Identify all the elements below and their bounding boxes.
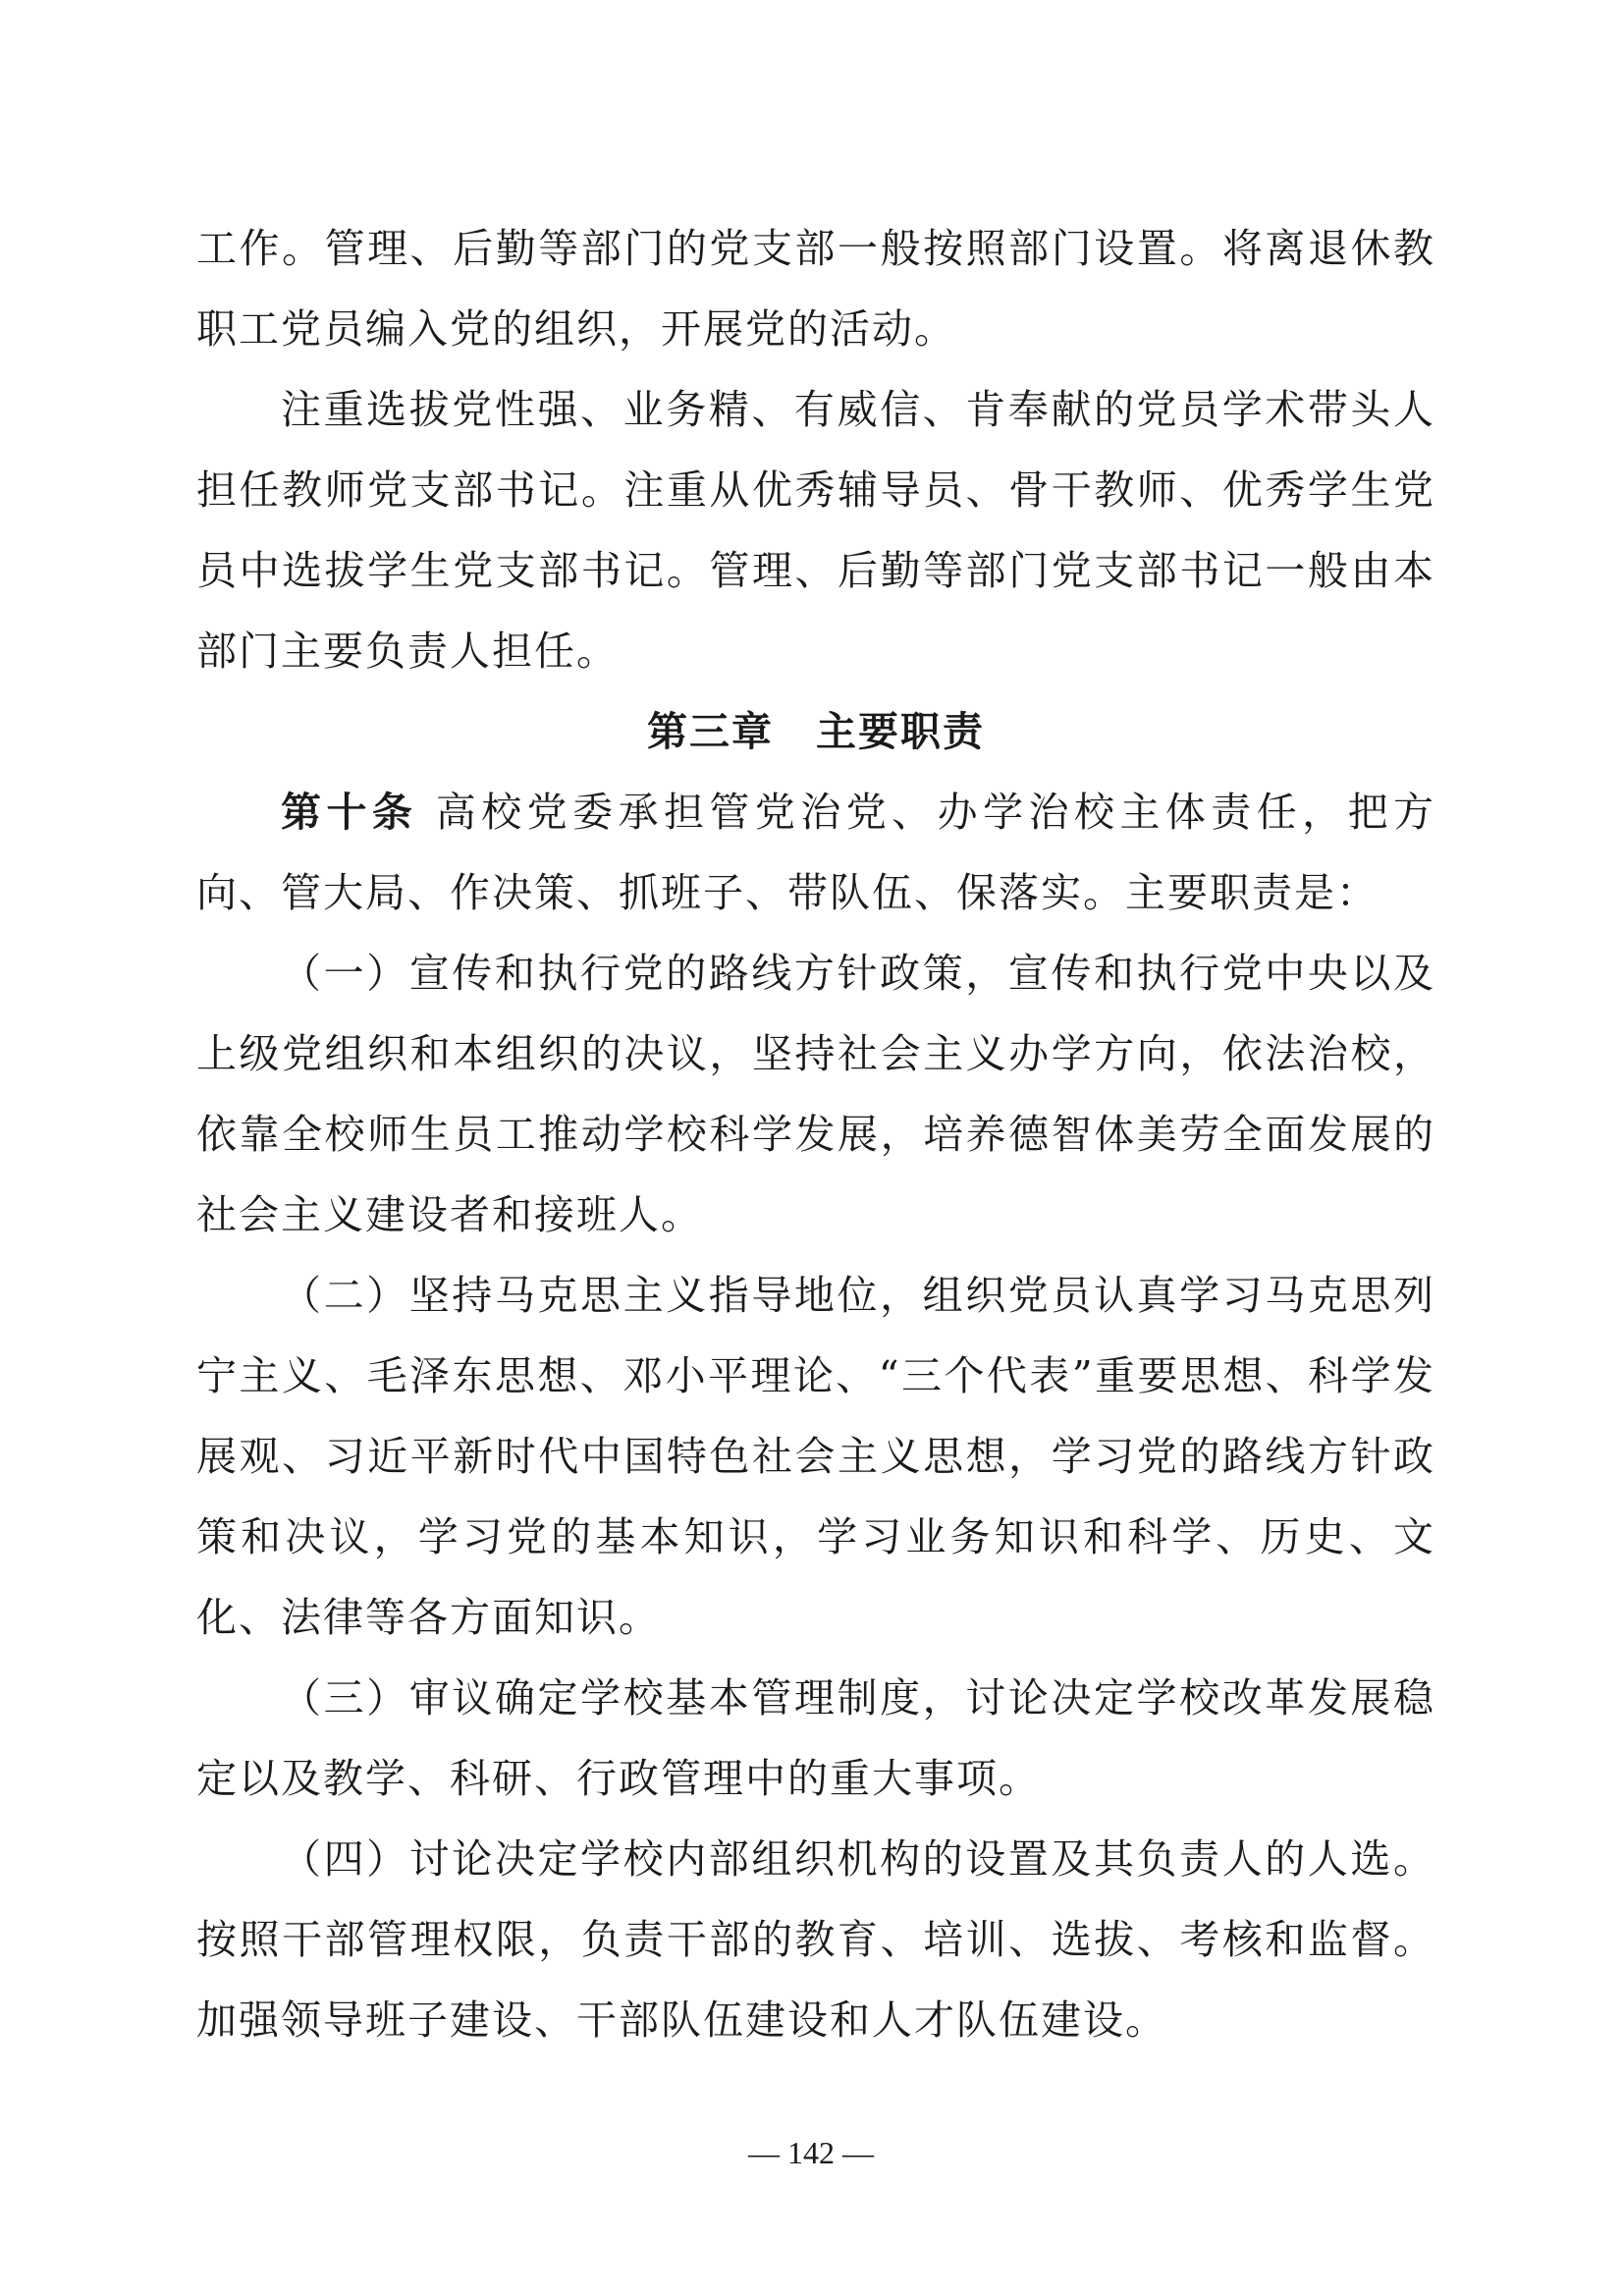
article-number: 第十条 xyxy=(281,789,418,836)
page-number: — 142 — xyxy=(748,2135,874,2170)
document-body xyxy=(196,208,1435,2060)
duty-item-3: （三）审议确定学校基本管理制度，讨论决定学校改革发展稳定以及教学、科研、行政管理中的重大事项。 xyxy=(196,1674,1435,1802)
article-text: 高校党委承担管党治党、办学治校主体责任，把方向、管大局、作决策、抓班子、带队伍、保落实。主要职责是： xyxy=(196,789,1436,916)
duty-item-2: （二）坚持马克思主义指导地位，组织党员认真学习马克思列宁主义、毛泽东思想、邓小平理论、“三个代表”重要思想、科学发展观、习近平新时代中国特色社会主义思想，学习党的路线方针政策和决议，学习党的基本知识，学习业务知识和科学、历史、文化、法律等各方面知识。 xyxy=(196,1272,1435,1641)
article-ten xyxy=(196,772,1435,933)
duty-item-1: （一）宣传和执行党的路线方针政策，宣传和执行党中央以及上级党组织和本组织的决议，坚持社会主义办学方向，依法治校，依靠全校师生员工推动学校科学发展，培养德智体美劳全面发展的社会主义建设者和接班人。 xyxy=(196,950,1435,1238)
chapter-heading: 第三章 主要职责 xyxy=(647,708,985,755)
duty-item-4: （四）讨论决定学校内部组织机构的设置及其负责人的人选。按照干部管理权限，负责干部的教育、培训、选拔、考核和监督。加强领导班子建设、干部队伍建设和人才队伍建设。 xyxy=(196,1835,1435,2044)
paragraph-branch-secretary: 注重选拔党性强、业务精、有威信、肯奉献的党员学术带头人担任教师党支部书记。注重从优秀辅导员、骨干教师、优秀学生党员中选拔学生党支部书记。管理、后勤等部门党支部书记一般由本部门主要负责人担任。 xyxy=(196,386,1435,675)
paragraph-continuation: 工作。管理、后勤等部门的党支部一般按照部门设置。将离退休教职工党员编入党的组织，开展党的活动。 xyxy=(196,225,1435,353)
